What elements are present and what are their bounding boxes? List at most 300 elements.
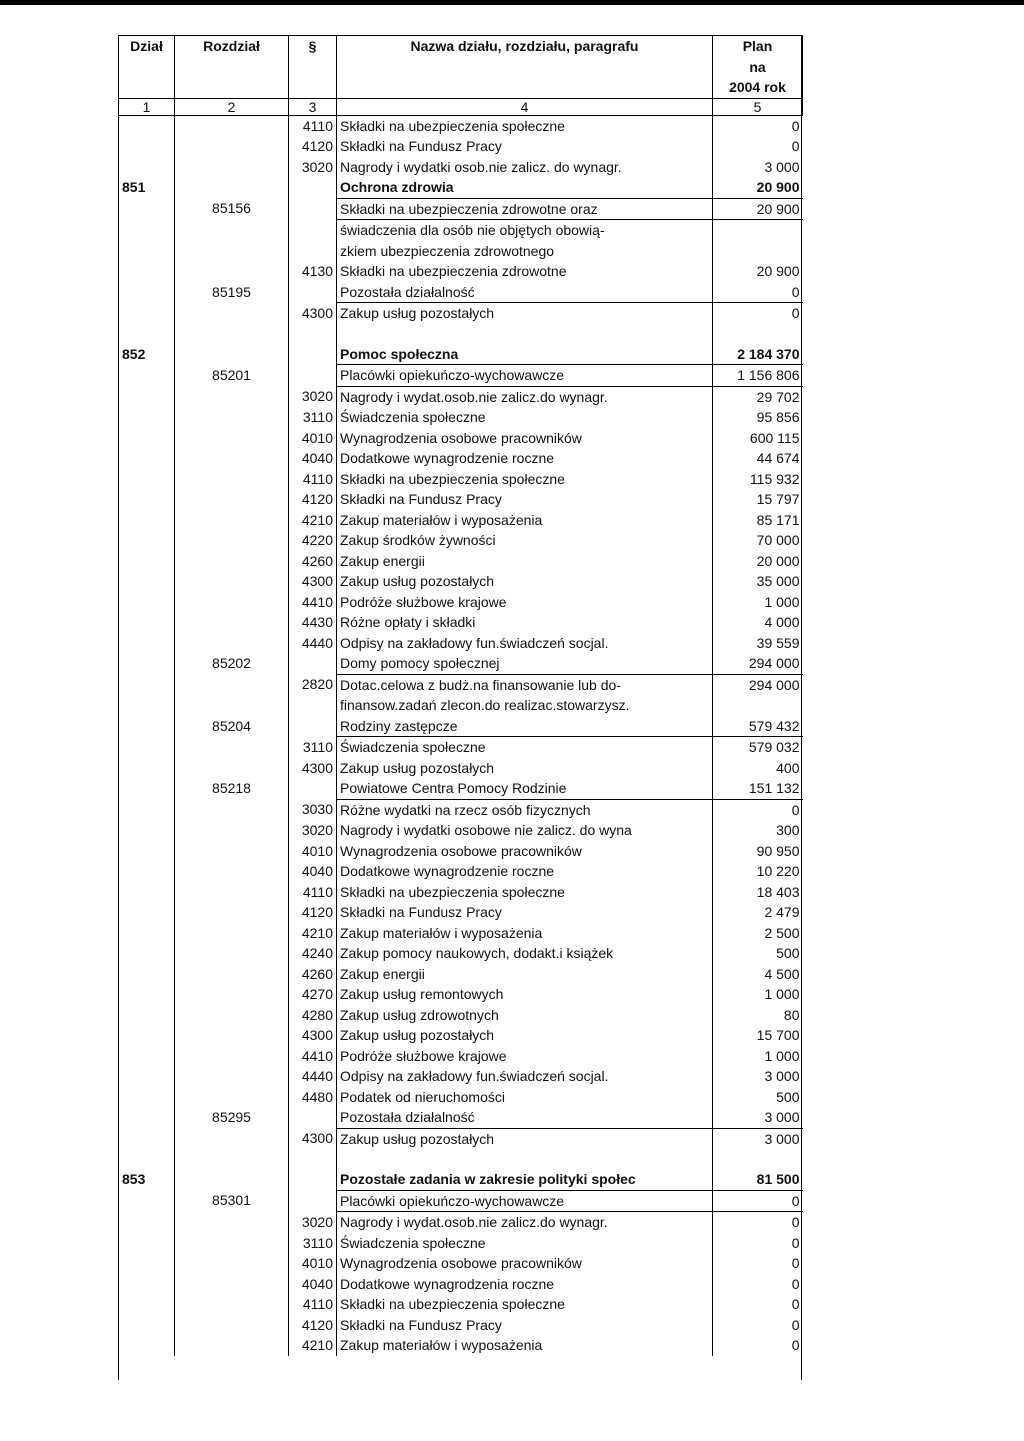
cell-kwota: 500 [713,1087,803,1108]
cell-paragraf: 4010 [289,428,337,449]
cell-rozdzial [175,136,289,157]
cell-rozdzial [175,1005,289,1026]
cell-rozdzial [175,1294,289,1315]
table-row [119,1107,803,1128]
table-row [119,136,803,157]
cell-dzial [119,551,175,572]
cell-rozdzial [175,469,289,490]
table-row [119,1087,803,1108]
cell-paragraf: 4110 [289,882,337,903]
cell-dzial [119,1046,175,1067]
cell-kwota: 0 [713,303,803,324]
cell-rozdzial: 85156 [175,198,289,220]
cell-kwota: 15 797 [713,489,803,510]
cell-nazwa: Składki na Fundusz Pracy [337,902,713,923]
cell-kwota: 0 [713,1315,803,1336]
cell-nazwa: Różne wydatki na rzecz osób fizycznych [337,799,713,820]
cell-kwota: 1 156 806 [713,365,803,387]
cell-kwota: 0 [713,1335,803,1356]
cell-dzial [119,303,175,324]
cell-kwota: 2 500 [713,923,803,944]
cell-kwota: 0 [713,1274,803,1295]
cell-kwota: 2 479 [713,902,803,923]
cell-paragraf: 3110 [289,407,337,428]
cell-dzial [119,1025,175,1046]
table-row [119,1005,803,1026]
cell-rozdzial [175,882,289,903]
cell-kwota: 0 [713,1233,803,1254]
cell-rozdzial [175,1169,289,1190]
cell-nazwa: Wynagrodzenia osobowe pracowników [337,841,713,862]
cell-dzial [119,1066,175,1087]
cell-kwota: 579 032 [713,737,803,758]
cell-kwota: 151 132 [713,778,803,799]
cell-kwota [713,324,803,344]
cell-kwota: 300 [713,820,803,841]
table-header [119,36,803,116]
cell-dzial [119,653,175,674]
table-row [119,1233,803,1254]
table-row [119,1046,803,1067]
table-row [119,984,803,1005]
cell-paragraf: 4430 [289,612,337,633]
table-row [119,303,803,324]
cell-dzial: 852 [119,344,175,365]
cell-kwota: 1 000 [713,1046,803,1067]
cell-paragraf: 4480 [289,1087,337,1108]
cell-kwota: 0 [713,1253,803,1274]
table-row [119,923,803,944]
cell-kwota: 15 700 [713,1025,803,1046]
cell-paragraf: 4110 [289,469,337,490]
cell-nazwa: Dodatkowe wynagrodzenie roczne [337,448,713,469]
cell-dzial [119,737,175,758]
cell-dzial [119,115,175,136]
cell-paragraf: 4210 [289,1335,337,1356]
cell-rozdzial [175,1128,289,1149]
cell-dzial [119,984,175,1005]
cell-paragraf: 4010 [289,841,337,862]
table-row [119,964,803,985]
cell-rozdzial [175,695,289,716]
cell-nazwa: Podróże służbowe krajowe [337,1046,713,1067]
column-number: 2 [175,98,289,115]
cell-dzial [119,1315,175,1336]
cell-kwota: 579 432 [713,716,803,737]
cell-rozdzial [175,737,289,758]
cell-rozdzial: 85195 [175,282,289,303]
cell-dzial [119,324,175,344]
cell-kwota: 20 900 [713,198,803,220]
cell-kwota: 10 220 [713,861,803,882]
cell-paragraf [289,1149,337,1169]
column-number: 1 [119,98,175,115]
cell-dzial [119,964,175,985]
cell-nazwa: Składki na ubezpieczenia społeczne [337,469,713,490]
cell-nazwa: Zakup usług remontowych [337,984,713,1005]
cell-kwota: 4 000 [713,612,803,633]
cell-nazwa: Składki na Fundusz Pracy [337,489,713,510]
cell-rozdzial: 85295 [175,1107,289,1128]
cell-kwota: 1 000 [713,592,803,613]
cell-dzial: 851 [119,177,175,198]
cell-dzial [119,198,175,220]
cell-nazwa: Wynagrodzenia osobowe pracowników [337,428,713,449]
cell-nazwa: Odpisy na zakładowy fun.świadczeń socjal. [337,633,713,654]
cell-paragraf [289,1107,337,1128]
table-row [119,861,803,882]
table-row [119,198,803,220]
cell-paragraf: 4300 [289,1128,337,1149]
cell-nazwa: Składki na ubezpieczenia społeczne [337,1294,713,1315]
cell-kwota: 35 000 [713,571,803,592]
cell-kwota: 0 [713,1190,803,1212]
cell-kwota [713,220,803,241]
cell-kwota: 3 000 [713,1066,803,1087]
cell-dzial [119,758,175,779]
cell-rozdzial [175,1212,289,1233]
cell-kwota: 90 950 [713,841,803,862]
header-paragraf: § [289,36,337,99]
cell-dzial [119,882,175,903]
header-rozdzial: Rozdział [175,36,289,99]
cell-kwota: 3 000 [713,157,803,178]
cell-paragraf [289,653,337,674]
cell-paragraf: 3110 [289,737,337,758]
cell-paragraf: 4260 [289,551,337,572]
cell-kwota: 39 559 [713,633,803,654]
table-row [119,1128,803,1149]
cell-nazwa: Pozostała działalność [337,282,713,303]
cell-rozdzial [175,177,289,198]
cell-dzial [119,716,175,737]
table-row [119,469,803,490]
cell-rozdzial [175,510,289,531]
cell-kwota [713,1149,803,1169]
cell-dzial [119,861,175,882]
cell-rozdzial [175,964,289,985]
cell-paragraf [289,344,337,365]
cell-dzial [119,1087,175,1108]
cell-nazwa: Świadczenia społeczne [337,737,713,758]
cell-nazwa: Dodatkowe wynagrodzenia roczne [337,1274,713,1295]
cell-nazwa: Domy pomocy społecznej [337,653,713,674]
table-row [119,716,803,737]
cell-nazwa: finansow.zadań zlecon.do realizac.stowarzysz. [337,695,713,716]
cell-rozdzial [175,571,289,592]
cell-dzial [119,386,175,407]
cell-dzial [119,241,175,262]
cell-rozdzial: 85204 [175,716,289,737]
cell-dzial [119,820,175,841]
budget-table [118,35,803,1356]
cell-dzial [119,510,175,531]
cell-dzial [119,365,175,387]
cell-kwota: 1 000 [713,984,803,1005]
cell-paragraf: 3030 [289,799,337,820]
cell-kwota: 2 184 370 [713,344,803,365]
table-row [119,1169,803,1190]
cell-paragraf: 4040 [289,861,337,882]
cell-dzial [119,571,175,592]
cell-nazwa: Rodziny zastępcze [337,716,713,737]
cell-nazwa: Wynagrodzenia osobowe pracowników [337,1253,713,1274]
cell-rozdzial [175,115,289,136]
cell-kwota: 0 [713,136,803,157]
cell-nazwa: Pomoc społeczna [337,344,713,365]
cell-paragraf: 4110 [289,1294,337,1315]
cell-nazwa: Zakup materiałów i wyposażenia [337,510,713,531]
cell-dzial [119,674,175,695]
cell-dzial [119,1233,175,1254]
table-row [119,758,803,779]
cell-dzial [119,923,175,944]
cell-kwota: 0 [713,282,803,303]
cell-rozdzial [175,984,289,1005]
cell-dzial [119,261,175,282]
table-row [119,1066,803,1087]
cell-kwota: 0 [713,1212,803,1233]
cell-rozdzial [175,303,289,324]
cell-rozdzial [175,923,289,944]
cell-nazwa: Zakup usług pozostałych [337,1128,713,1149]
cell-dzial [119,1107,175,1128]
table-row [119,653,803,674]
cell-kwota: 294 000 [713,674,803,695]
cell-kwota: 20 000 [713,551,803,572]
cell-kwota: 500 [713,943,803,964]
cell-nazwa: Składki na ubezpieczenia społeczne [337,882,713,903]
cell-paragraf: 4240 [289,943,337,964]
cell-dzial [119,136,175,157]
column-number: 5 [713,98,803,115]
cell-kwota: 3 000 [713,1107,803,1128]
table-row [119,633,803,654]
cell-dzial [119,1335,175,1356]
cell-dzial [119,282,175,303]
table-row [119,324,803,344]
cell-rozdzial [175,841,289,862]
cell-kwota: 81 500 [713,1169,803,1190]
cell-nazwa: Składki na Fundusz Pracy [337,136,713,157]
cell-dzial [119,1149,175,1169]
cell-rozdzial [175,157,289,178]
cell-paragraf [289,695,337,716]
table-row [119,841,803,862]
cell-dzial [119,633,175,654]
cell-nazwa: Składki na Fundusz Pracy [337,1315,713,1336]
table-row [119,882,803,903]
cell-rozdzial [175,799,289,820]
cell-nazwa: Nagrody i wydat.osob.nie zalicz.do wynagr. [337,1212,713,1233]
cell-nazwa: Zakup środków żywności [337,530,713,551]
header-nazwa: Nazwa działu, rozdziału, paragrafu [337,36,713,99]
table-row [119,1212,803,1233]
table-row [119,1335,803,1356]
cell-nazwa: Zakup usług pozostałych [337,758,713,779]
table-row [119,1274,803,1295]
cell-paragraf: 4040 [289,1274,337,1295]
table-row [119,448,803,469]
table-row [119,943,803,964]
cell-rozdzial [175,674,289,695]
cell-dzial [119,592,175,613]
cell-nazwa: Zakup usług pozostałych [337,1025,713,1046]
cell-nazwa: Dotac.celowa z budż.na finansowanie lub do- [337,674,713,695]
cell-rozdzial [175,592,289,613]
cell-kwota: 600 115 [713,428,803,449]
table-row [119,365,803,387]
cell-rozdzial [175,1274,289,1295]
cell-paragraf [289,282,337,303]
cell-rozdzial [175,551,289,572]
cell-nazwa: Nagrody i wydat.osob.nie zalicz.do wynagr. [337,386,713,407]
cell-kwota: 0 [713,115,803,136]
cell-rozdzial [175,428,289,449]
cell-nazwa: Odpisy na zakładowy fun.świadczeń socjal. [337,1066,713,1087]
cell-nazwa: Zakup energii [337,551,713,572]
table-row [119,695,803,716]
cell-dzial [119,469,175,490]
table-row [119,612,803,633]
cell-kwota: 400 [713,758,803,779]
cell-paragraf [289,1169,337,1190]
cell-paragraf [289,220,337,241]
cell-rozdzial: 85201 [175,365,289,387]
cell-rozdzial [175,612,289,633]
cell-rozdzial [175,261,289,282]
cell-nazwa: Świadczenia społeczne [337,1233,713,1254]
cell-nazwa: Pozostała działalność [337,1107,713,1128]
cell-rozdzial [175,386,289,407]
cell-dzial [119,778,175,799]
cell-dzial [119,612,175,633]
cell-kwota: 70 000 [713,530,803,551]
cell-dzial [119,1128,175,1149]
cell-rozdzial [175,1025,289,1046]
cell-paragraf: 4210 [289,510,337,531]
cell-nazwa: Zakup usług pozostałych [337,303,713,324]
cell-kwota: 44 674 [713,448,803,469]
cell-rozdzial [175,407,289,428]
cell-rozdzial [175,344,289,365]
cell-dzial [119,157,175,178]
cell-rozdzial [175,633,289,654]
table-row [119,489,803,510]
cell-kwota: 20 900 [713,261,803,282]
cell-rozdzial [175,1046,289,1067]
table-row [119,510,803,531]
cell-rozdzial [175,1253,289,1274]
cell-nazwa: Placówki opiekuńczo-wychowawcze [337,365,713,387]
cell-kwota: 85 171 [713,510,803,531]
cell-nazwa: Zakup usług pozostałych [337,571,713,592]
table-row [119,344,803,365]
cell-paragraf: 4300 [289,1025,337,1046]
cell-paragraf: 4300 [289,758,337,779]
cell-dzial [119,1294,175,1315]
table-row [119,592,803,613]
cell-paragraf [289,241,337,262]
cell-nazwa: Świadczenia społeczne [337,407,713,428]
cell-nazwa: Ochrona zdrowia [337,177,713,198]
cell-nazwa: zkiem ubezpieczenia zdrowotnego [337,241,713,262]
cell-paragraf: 4120 [289,902,337,923]
table-row [119,1315,803,1336]
table-row [119,820,803,841]
cell-kwota: 3 000 [713,1128,803,1149]
cell-dzial [119,530,175,551]
column-number-row [119,98,803,115]
cell-rozdzial [175,1315,289,1336]
cell-dzial: 853 [119,1169,175,1190]
cell-paragraf: 4040 [289,448,337,469]
cell-paragraf: 4260 [289,964,337,985]
cell-paragraf: 4220 [289,530,337,551]
cell-paragraf: 4440 [289,1066,337,1087]
cell-dzial [119,902,175,923]
cell-nazwa: Składki na ubezpieczenia zdrowotne oraz [337,198,713,220]
cell-rozdzial [175,241,289,262]
cell-dzial [119,428,175,449]
table-row [119,530,803,551]
cell-kwota: 4 500 [713,964,803,985]
cell-paragraf: 4280 [289,1005,337,1026]
cell-dzial [119,1274,175,1295]
table-row [119,571,803,592]
cell-rozdzial [175,861,289,882]
cell-rozdzial [175,530,289,551]
table-row [119,1294,803,1315]
cell-kwota: 0 [713,1294,803,1315]
cell-nazwa: Składki na ubezpieczenia zdrowotne [337,261,713,282]
cell-kwota: 294 000 [713,653,803,674]
cell-paragraf: 4410 [289,592,337,613]
table-row [119,778,803,799]
cell-rozdzial [175,324,289,344]
cell-nazwa [337,324,713,344]
table-row [119,157,803,178]
cell-paragraf: 4410 [289,1046,337,1067]
cell-nazwa: Różne opłaty i składki [337,612,713,633]
cell-paragraf: 2820 [289,674,337,695]
cell-dzial [119,1253,175,1274]
cell-kwota: 115 932 [713,469,803,490]
cell-nazwa: Pozostałe zadania w zakresie polityki społec [337,1169,713,1190]
cell-dzial [119,1190,175,1212]
cell-kwota [713,241,803,262]
table-row [119,737,803,758]
cell-kwota [713,695,803,716]
cell-rozdzial: 85218 [175,778,289,799]
table-row [119,386,803,407]
cell-nazwa: Nagrody i wydatki osob.nie zalicz. do wynagr. [337,157,713,178]
table-row [119,177,803,198]
table-row [119,551,803,572]
cell-nazwa: Nagrody i wydatki osobowe nie zalicz. do wyna [337,820,713,841]
cell-nazwa: Zakup usług zdrowotnych [337,1005,713,1026]
cell-paragraf: 4300 [289,303,337,324]
cell-dzial [119,841,175,862]
cell-nazwa: Podróże służbowe krajowe [337,592,713,613]
cell-paragraf: 4300 [289,571,337,592]
cell-paragraf: 3110 [289,1233,337,1254]
cell-kwota: 29 702 [713,386,803,407]
table-row [119,1025,803,1046]
cell-dzial [119,799,175,820]
header-plan: Plan na 2004 rok [713,36,803,99]
cell-paragraf [289,324,337,344]
